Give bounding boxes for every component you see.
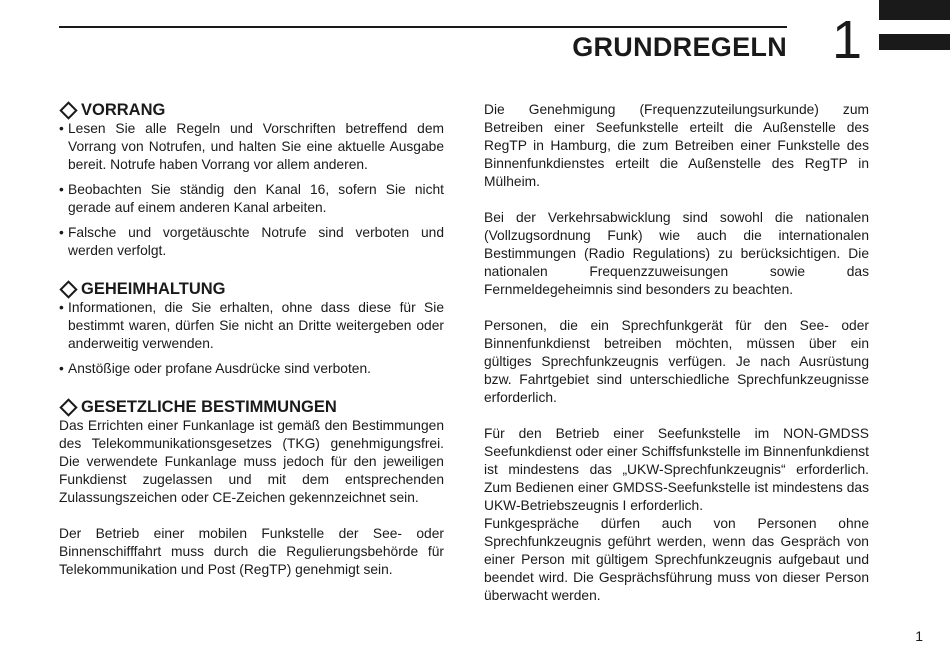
left-column <box>59 101 444 579</box>
section-heading-vorrang: VORRANG <box>59 101 444 120</box>
section-heading-gesetzliche-bestimmungen: GESETZLICHE BESTIMMUNGEN <box>59 398 444 417</box>
body-paragraph: Die Genehmigung (Frequenzzuteilungsurkunde) zum Betreiben einer Seefunkstelle erteilt die Außenstelle des RegTP in Hamburg, die zum Betreiben einer Funkstelle des Binnenfunkdienstes erteilt die Außenstelle des RegTP in Mülheim. <box>484 102 869 189</box>
diamond-icon <box>59 398 77 416</box>
bullet-item: • Informationen, die Sie erhalten, ohne dass diese für Sie bestimmt waren, dürfen Sie nicht an Dritte weitergeben oder anderweitig verwenden. <box>59 299 444 353</box>
bullet-item: • Lesen Sie alle Regeln und Vorschriften betreffend dem Vorrang von Notrufen, und halten Sie eine aktuelle Ausgabe bereit. Notrufe haben Vorrang vor allem anderen. <box>59 120 444 174</box>
body-paragraph: Funkgespräche dürfen auch von Personen ohne Sprechfunkzeugnis geführt werden, wenn das Gespräch von einer Person mit gültigem Sprechfunkzeugnis aufgebaut und beendet wird. Die Gesprächsführung muss von dieser Person überwacht werden. <box>484 516 869 603</box>
page-title: GRUNDREGELN <box>572 32 787 62</box>
chapter-tab-bar-top <box>879 0 950 20</box>
chapter-tab-bar-bottom <box>879 34 950 50</box>
header-rule <box>59 26 787 28</box>
chapter-number: 1 <box>832 10 863 70</box>
body-paragraph: Bei der Verkehrsabwicklung sind sowohl die nationalen (Vollzugsordnung Funk) wie auch die internationalen Bestimmungen (Radio Regulations) zu berücksichtigen. Die nationalen Frequenzzuweisungen sowie das Fernmeldegeheimnis sind besonders zu beachten. <box>484 210 869 297</box>
body-paragraph: Das Errichten einer Funkanlage ist gemäß den Bestimmungen des Telekommunikationsgesetzes (TKG) genehmigungsfrei. Die verwendete Funkanlage muss jedoch für den jeweiligen Funkdienst zugelassen und mit dem entsprechenden Zulassungszeichen oder CE-Zeichen gekennzeichnet sein. <box>59 418 444 505</box>
body-paragraph: Für den Betrieb einer Seefunkstelle im NON-GMDSS Seefunkdienst oder einer Schiffsfunkstelle im Binnenfunkdienst ist mindestens das „UKW-Sprechfunkzeugnis“ erforderlich. Zum Bedienen einer GMDSS-Seefunkstelle ist mindestens das UKW-Betriebszeugnis I erforderlich. <box>484 426 869 513</box>
diamond-icon <box>59 280 77 298</box>
body-paragraph: Personen, die ein Sprechfunkgerät für den See- oder Binnenfunkdienst betreiben möchten, müssen über ein gültiges Sprechfunkzeugnis verfügen. Je nach Ausrüstung bzw. Fahrtgebiet sind unterschiedliche Sprechfunkzeugnisse erforderlich. <box>484 318 869 405</box>
bullet-item: • Anstößige oder profane Ausdrücke sind verboten. <box>59 360 444 378</box>
section-heading-geheimhaltung: GEHEIMHALTUNG <box>59 280 444 299</box>
bullet-item: • Beobachten Sie ständig den Kanal 16, sofern Sie nicht gerade auf einem anderen Kanal arbeiten. <box>59 181 444 217</box>
bullet-item: • Falsche und vorgetäuschte Notrufe sind verboten und werden verfolgt. <box>59 224 444 260</box>
diamond-icon <box>59 101 77 119</box>
page-number: 1 <box>915 628 923 644</box>
right-column <box>484 101 869 605</box>
body-paragraph: Der Betrieb einer mobilen Funkstelle der See- oder Binnenschifffahrt muss durch die Regulierungsbehörde für Telekommunikation und Post (RegTP) genehmigt sein. <box>59 526 444 577</box>
